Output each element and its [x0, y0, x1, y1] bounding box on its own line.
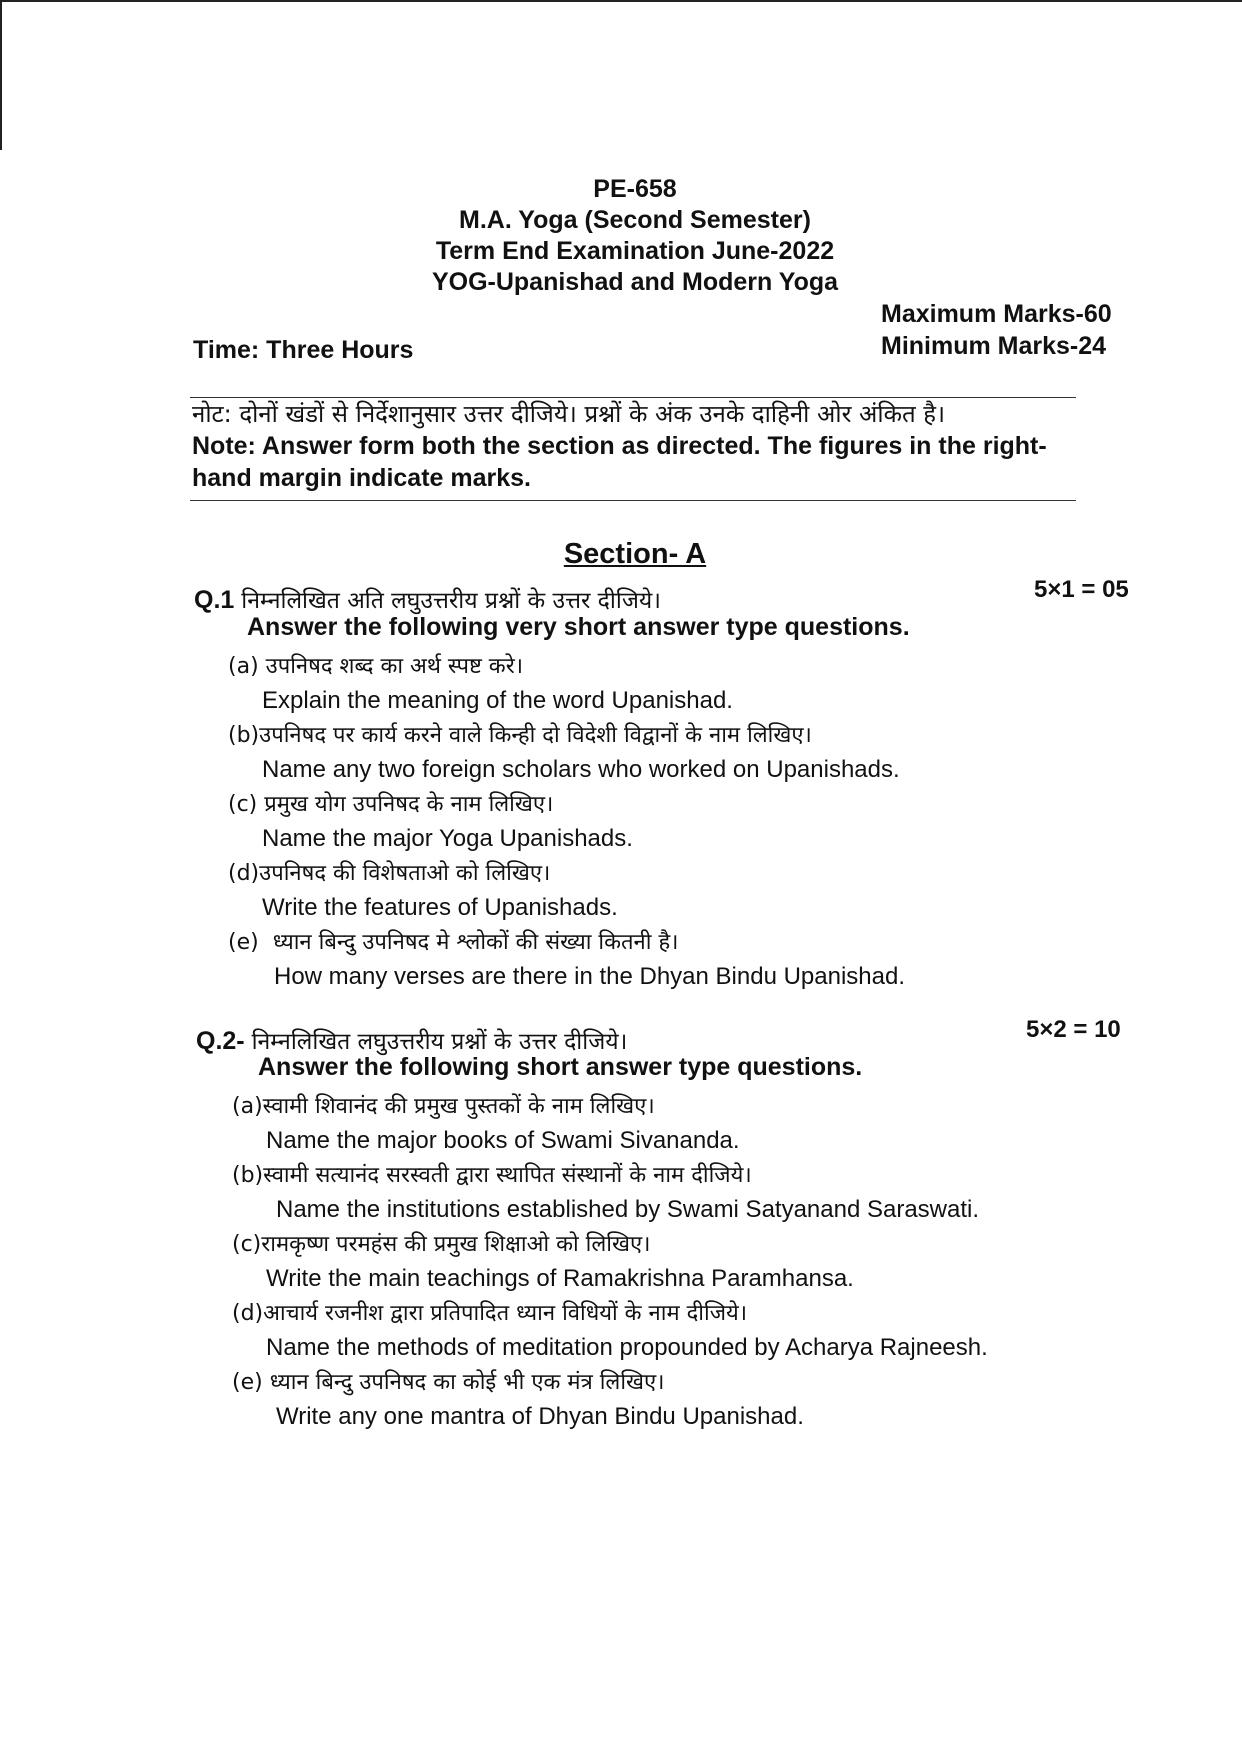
item-hindi: स्वामी सत्यानंद सरस्वती द्वारा स्थापित संस्थानों के नाम दीजिये। — [263, 1163, 752, 1188]
item-hindi: उपनिषद की विशेषताओ को लिखिए। — [259, 861, 551, 886]
q1-item-c — [228, 788, 633, 856]
q2-hindi: निम्नलिखित लघुउत्तरीय प्रश्नों के उत्तर दीजिये। — [251, 1029, 628, 1055]
item-hindi: उपनिषद शब्द का अर्थ स्पष्ट करे। — [265, 654, 524, 679]
item-label: (b) — [232, 1163, 264, 1188]
minimum-marks: Minimum Marks-24 — [881, 332, 1107, 360]
item-hindi: रामकृष्ण परमहंस की प्रमुख शिक्षाओ को लिखिए। — [261, 1232, 651, 1257]
item-hindi: उपनिषद पर कार्य करने वाले किन्ही दो विदेशी विद्वानों के नाम लिखिए। — [259, 723, 812, 748]
item-label: (a) — [228, 654, 259, 679]
q2-english: Answer the following short answer type questions. — [258, 1053, 863, 1081]
note-bottom-rule — [190, 500, 1076, 501]
item-label: (c) — [228, 792, 258, 817]
item-english: Name the methods of meditation propounded by Acharya Rajneesh. — [266, 1334, 988, 1361]
marks-block — [881, 298, 1112, 362]
item-label: (e) — [232, 1370, 263, 1395]
q1-number: Q.1 — [194, 586, 235, 614]
section-a-title: Section- A — [563, 538, 707, 570]
item-english: Name the major Yoga Upanishads. — [262, 825, 633, 852]
q1-hindi: निम्नलिखित अति लघुउत्तरीय प्रश्नों के उत्तर दीजिये। — [241, 588, 661, 614]
q1-marks: 5×1 = 05 — [1034, 576, 1129, 603]
q2-item-a — [232, 1090, 740, 1158]
note-hindi: नोट: दोनों खंडों से निर्देशानुसार उत्तर दीजिये। प्रश्नों के अंक उनके दाहिनी ओर अंकित है। — [192, 400, 946, 428]
item-label: (a) — [232, 1094, 263, 1119]
item-label: (e) — [228, 930, 259, 955]
instructions-note — [192, 398, 1092, 494]
exam-title: Term End Examination June-2022 — [435, 237, 835, 265]
q1-item-d — [228, 857, 618, 925]
q2-item-b — [232, 1159, 979, 1227]
item-hindi: आचार्य रजनीश द्वारा प्रतिपादित ध्यान विधियों के नाम दीजिये। — [263, 1301, 748, 1326]
q2-heading — [196, 1024, 627, 1056]
q2-marks: 5×2 = 10 — [1026, 1016, 1121, 1043]
item-english: Name the institutions established by Swami Satyanand Saraswati. — [276, 1196, 980, 1223]
item-english: Write the features of Upanishads. — [262, 894, 618, 921]
exam-time: Time: Three Hours — [193, 336, 414, 364]
q1-english: Answer the following very short answer type questions. — [247, 613, 910, 641]
maximum-marks: Maximum Marks-60 — [881, 300, 1112, 328]
q2-number: Q.2- — [196, 1027, 245, 1055]
item-label: (b) — [228, 723, 260, 748]
item-english: Explain the meaning of the word Upanishad. — [262, 687, 733, 714]
item-hindi: ध्यान बिन्दु उपनिषद मे श्लोकों की संख्या कितनी है। — [272, 930, 679, 955]
item-label: (d) — [228, 861, 260, 886]
item-hindi: प्रमुख योग उपनिषद के नाम लिखिए। — [264, 792, 554, 817]
q2-item-c — [232, 1228, 854, 1296]
paper-title: YOG-Upanishad and Modern Yoga — [431, 268, 839, 296]
q1-item-e — [228, 926, 905, 994]
q1-item-b — [228, 719, 900, 787]
item-english: Name the major books of Swami Sivananda. — [266, 1127, 740, 1154]
paper-code: PE-658 — [593, 175, 677, 203]
item-english: How many verses are there in the Dhyan Bindu Upanishad. — [274, 963, 906, 990]
note-english: Note: Answer form both the section as directed. The figures in the right-hand margin indicate marks. — [192, 432, 1047, 492]
item-hindi: ध्यान बिन्दु उपनिषद का कोई भी एक मंत्र लिखिए। — [269, 1370, 665, 1395]
item-label: (c) — [232, 1232, 262, 1257]
programme-title: M.A. Yoga (Second Semester) — [459, 206, 811, 234]
item-label: (d) — [232, 1301, 264, 1326]
q2-item-d — [232, 1297, 988, 1365]
item-english: Write any one mantra of Dhyan Bindu Upanishad. — [276, 1403, 804, 1430]
q2-item-e — [232, 1366, 804, 1434]
item-english: Write the main teachings of Ramakrishna Paramhansa. — [266, 1265, 854, 1292]
q1-heading — [194, 583, 661, 615]
item-english: Name any two foreign scholars who worked on Upanishads. — [262, 756, 900, 783]
q1-item-a — [228, 650, 733, 718]
item-hindi: स्वामी शिवानंद की प्रमुख पुस्तकों के नाम लिखिए। — [262, 1094, 655, 1119]
